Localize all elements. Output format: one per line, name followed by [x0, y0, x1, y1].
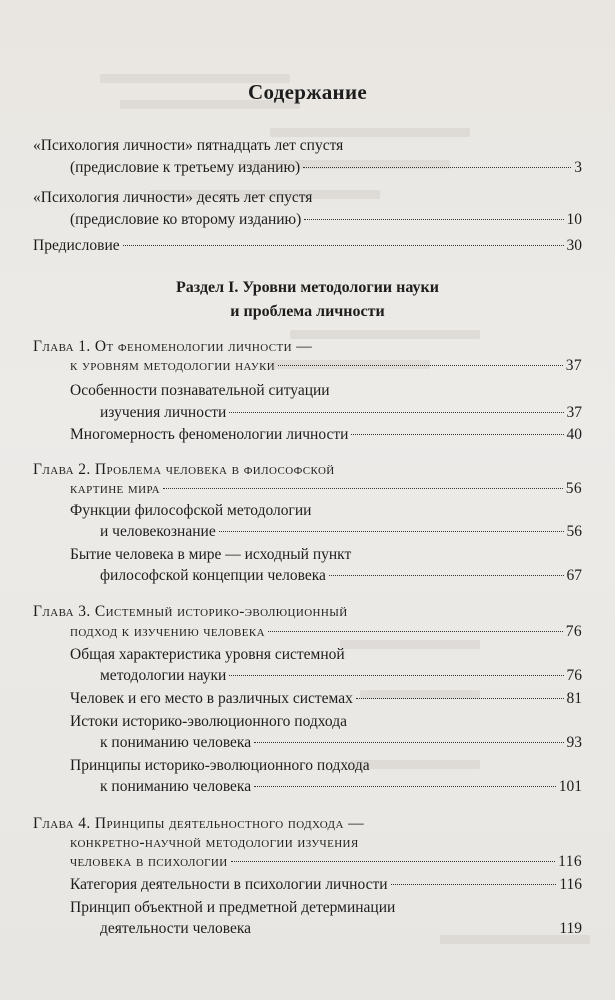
- dot-leader: [304, 219, 563, 220]
- chapter-4-entry[interactable]: [70, 852, 582, 872]
- subsection-entry[interactable]: [100, 666, 582, 686]
- page-number: 40: [566, 426, 582, 443]
- subsection-entry[interactable]: [70, 875, 582, 895]
- page-number: 76: [565, 623, 582, 640]
- dot-leader: [391, 884, 557, 885]
- chapter-2-entry[interactable]: [70, 479, 582, 499]
- subsection-entry[interactable]: [100, 777, 582, 797]
- page-number: 30: [566, 237, 582, 254]
- toc-entry[interactable]: [33, 236, 582, 256]
- chapter-4-line1: Глава 4. Принципы деятельностного подхода —: [33, 815, 364, 832]
- subsection-line1: Бытие человека в мире — исходный пункт: [70, 546, 352, 563]
- subsection-entry[interactable]: [100, 566, 582, 586]
- page-number: 76: [566, 667, 582, 684]
- page-number: 116: [559, 876, 582, 893]
- subsection-line2: изучения личности: [100, 404, 227, 421]
- toc-entry-line2: (предисловие к третьему изданию): [70, 159, 301, 176]
- subsection-entry[interactable]: [100, 522, 582, 542]
- toc-entry-line1: Предисловие: [33, 237, 120, 254]
- subsection-entry[interactable]: [100, 919, 582, 939]
- page-number: 37: [565, 357, 582, 374]
- page-number: 116: [558, 853, 582, 870]
- subsection-entry[interactable]: [100, 403, 582, 423]
- subsection-line2: философской концепции человека: [100, 567, 326, 584]
- section-heading-line1: Раздел I. Уровни методологии науки: [176, 279, 439, 296]
- page-number: 67: [566, 567, 582, 584]
- chapter-1-line2: к уровням методологии науки: [70, 357, 276, 374]
- subsection-line2: деятельности человека: [100, 920, 252, 937]
- page-number: 37: [566, 404, 582, 421]
- page-number: 93: [566, 734, 582, 751]
- subsection-line1: Категория деятельности в психологии личности: [70, 876, 388, 893]
- dot-leader: [219, 531, 564, 532]
- page-number: 101: [558, 778, 582, 795]
- chapter-3-entry[interactable]: [70, 622, 582, 642]
- dot-leader: [278, 365, 563, 366]
- dot-leader: [254, 742, 563, 743]
- dot-leader: [351, 434, 563, 435]
- toc-entry-line1: «Психология личности» пятнадцать лет спустя: [33, 137, 344, 154]
- dot-leader: [268, 631, 563, 632]
- chapter-1-line1: Глава 1. От феноменологии личности —: [33, 338, 313, 355]
- subsection-line2: к пониманию человека: [100, 778, 252, 795]
- page-number: 56: [566, 523, 582, 540]
- dot-leader: [123, 245, 564, 246]
- toc-entry-line2: (предисловие ко второму изданию): [70, 211, 302, 228]
- chapter-3-line2: подход к изучению человека: [70, 623, 265, 640]
- subsection-line1: Принципы историко-эволюционного подхода: [70, 757, 370, 774]
- chapter-3-line1: Глава 3. Системный историко-эволюционный: [33, 603, 348, 620]
- page-number: 56: [565, 480, 582, 497]
- page-number: 10: [566, 211, 582, 228]
- subsection-line1: Принцип объектной и предметной детерминации: [70, 899, 396, 916]
- page-number: 119: [559, 920, 582, 937]
- subsection-line2: методологии науки: [100, 667, 227, 684]
- subsection-line2: и человекознание: [100, 523, 216, 540]
- dot-leader: [303, 167, 571, 168]
- dot-leader: [254, 786, 556, 787]
- subsection-line1: Функции философской методологии: [70, 502, 312, 519]
- subsection-line1: Истоки историко-эволюционного подхода: [70, 713, 348, 730]
- dot-leader: [229, 675, 563, 676]
- subsection-line1: Человек и его место в различных системах: [70, 690, 353, 707]
- subsection-line2: к пониманию человека: [100, 734, 252, 751]
- subsection-line1: Общая характеристика уровня системной: [70, 646, 345, 663]
- dot-leader: [254, 928, 556, 929]
- chapter-4-line2: конкретно-научной методологии изучения: [70, 834, 359, 851]
- dot-leader: [231, 861, 556, 862]
- dot-leader: [356, 698, 564, 699]
- subsection-entry[interactable]: [100, 733, 582, 753]
- chapter-2-line2: картине мира: [70, 480, 160, 497]
- toc-entry-line1: «Психология личности» десять лет спустя: [33, 189, 313, 206]
- section-heading-line2: и проблема личности: [230, 303, 385, 320]
- chapter-2-line1: Глава 2. Проблема человека в философской: [33, 461, 335, 478]
- toc-entry[interactable]: [70, 210, 582, 230]
- subsection-entry[interactable]: [70, 425, 582, 445]
- dot-leader: [229, 412, 563, 413]
- subsection-entry[interactable]: [70, 689, 582, 709]
- chapter-1-entry[interactable]: [70, 356, 582, 376]
- toc-entry[interactable]: [70, 158, 582, 178]
- subsection-line1: Особенности познавательной ситуации: [70, 382, 330, 399]
- dot-leader: [163, 488, 563, 489]
- page-number: 3: [574, 159, 582, 176]
- toc-title: Содержание: [248, 80, 367, 104]
- dot-leader: [329, 575, 564, 576]
- chapter-4-line3: человека в психологии: [70, 853, 228, 870]
- subsection-line1: Многомерность феноменологии личности: [70, 426, 349, 443]
- page-number: 81: [566, 690, 582, 707]
